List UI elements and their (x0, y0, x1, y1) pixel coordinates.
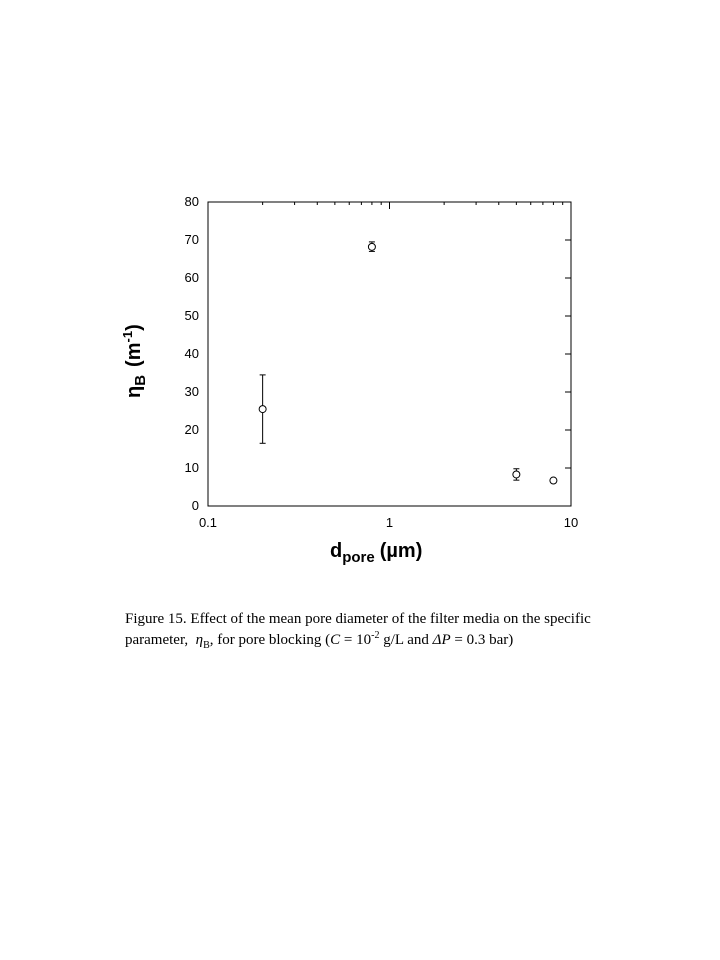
y-tick-label: 50 (184, 308, 199, 323)
figure-caption: Figure 15. Effect of the mean pore diameter of the filter media on the specific parameter, $\eta_B$, for pore blocking ($C = 10^{-2}$ g/L and ΔP = 0.3 bar) (125, 611, 591, 651)
y-tick-label: 80 (184, 194, 199, 209)
x-axis-ticks (199, 202, 578, 530)
x-tick-label: 0.1 (198, 515, 218, 530)
y-tick-label: 70 (184, 232, 199, 247)
data-point (259, 406, 266, 413)
y-tick-label: 40 (184, 346, 199, 361)
y-axis-title: $\eta_B(m^{-1})$ (120, 324, 149, 398)
y-tick-label: 30 (184, 384, 199, 399)
x-tick-label: 10 (563, 515, 579, 530)
x-tick-label: 1 (385, 515, 394, 530)
data-point (513, 471, 520, 478)
data-point (550, 477, 557, 484)
plot-frame (208, 202, 571, 506)
y-axis-ticks (185, 194, 571, 513)
y-tick-label: 20 (184, 422, 199, 437)
data-marks (259, 242, 557, 484)
data-point (368, 243, 375, 250)
y-tick-label: 0 (191, 498, 199, 513)
x-axis-title: $d_{pore}$ (µm) (330, 540, 423, 566)
y-tick-label: 10 (184, 460, 199, 475)
y-tick-label: 60 (184, 270, 199, 285)
